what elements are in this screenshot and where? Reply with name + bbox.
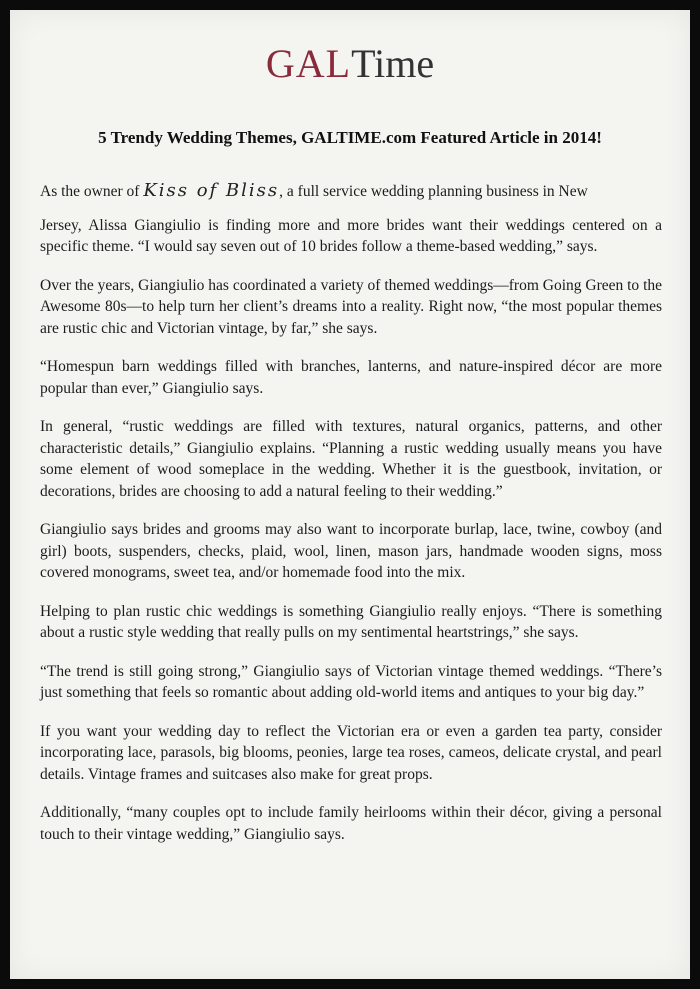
paragraph-2: Over the years, Giangiulio has coordinated a variety of themed weddings—from Going Green to the Awesome 80s—to help turn her client’s dreams into a reality. Right now, “the most popular themes are rustic chic and Victorian vintage, by far,” she says. xyxy=(40,276,662,337)
p1-intro: As the owner of xyxy=(40,183,144,200)
paragraph-7: “The trend is still going strong,” Giangiulio says of Victorian vintage themed weddings. “There’s just something that feels so romantic about adding old-world items and antiques to your big day.” xyxy=(40,662,662,701)
p1-after-name: , a full service wedding planning business in New xyxy=(279,183,588,200)
paragraph-1-first-line xyxy=(40,180,662,203)
article-body xyxy=(40,180,662,862)
paragraph-6: Helping to plan rustic chic weddings is something Giangiulio really enjoys. “There is something about a rustic style wedding that really pulls on my sentimental heartstrings,” she says. xyxy=(40,602,662,641)
paragraph-5: Giangiulio says brides and grooms may also want to incorporate burlap, lace, twine, cowboy (and girl) boots, suspenders, checks, plaid, wool, linen, mason jars, handmade wooden signs, moss covered monograms, sweet tea, and/or homemade food into the mix. xyxy=(40,521,662,581)
p1-rest: Jersey, Alissa Giangiulio is finding more and more brides want their weddings centered on a specific theme. “I would say seven out of 10 brides follow a theme-based wedding,” says. xyxy=(40,216,662,255)
article-headline: 5 Trendy Wedding Themes, GALTIME.com Featured Article in 2014! xyxy=(98,128,602,147)
logo-gal: GAL xyxy=(265,41,352,86)
document-page xyxy=(10,10,690,979)
paragraph-3: “Homespun barn weddings filled with branches, lanterns, and nature-inspired décor are more popular than ever,” Giangiulio says. xyxy=(40,358,662,397)
paragraph-9: Additionally, “many couples opt to include family heirlooms within their décor, giving a personal touch to their vintage wedding,” Giangiulio says. xyxy=(40,804,662,843)
logo-time: Time xyxy=(351,41,435,86)
paragraph-4: In general, “rustic weddings are filled with textures, natural organics, patterns, and other characteristic details,” Giangiulio explains. “Planning a rustic wedding usually means you have some element of wood someplace in the wedding. Whether it is the guestbook, invitation, or decorations, brides are choosing to add a natural feeling to their wedding.” xyxy=(40,418,662,500)
galtime-logo xyxy=(10,41,690,86)
paragraph-8: If you want your wedding day to reflect the Victorian era or even a garden tea party, consider incorporating lace, parasols, big blooms, peonies, large tea roses, cameos, delicate crystal, and pearl details. Vintage frames and suitcases also make for great props. xyxy=(40,722,662,783)
business-name-script: Kiss of Bliss xyxy=(143,180,280,201)
paragraph-1 xyxy=(40,180,662,258)
